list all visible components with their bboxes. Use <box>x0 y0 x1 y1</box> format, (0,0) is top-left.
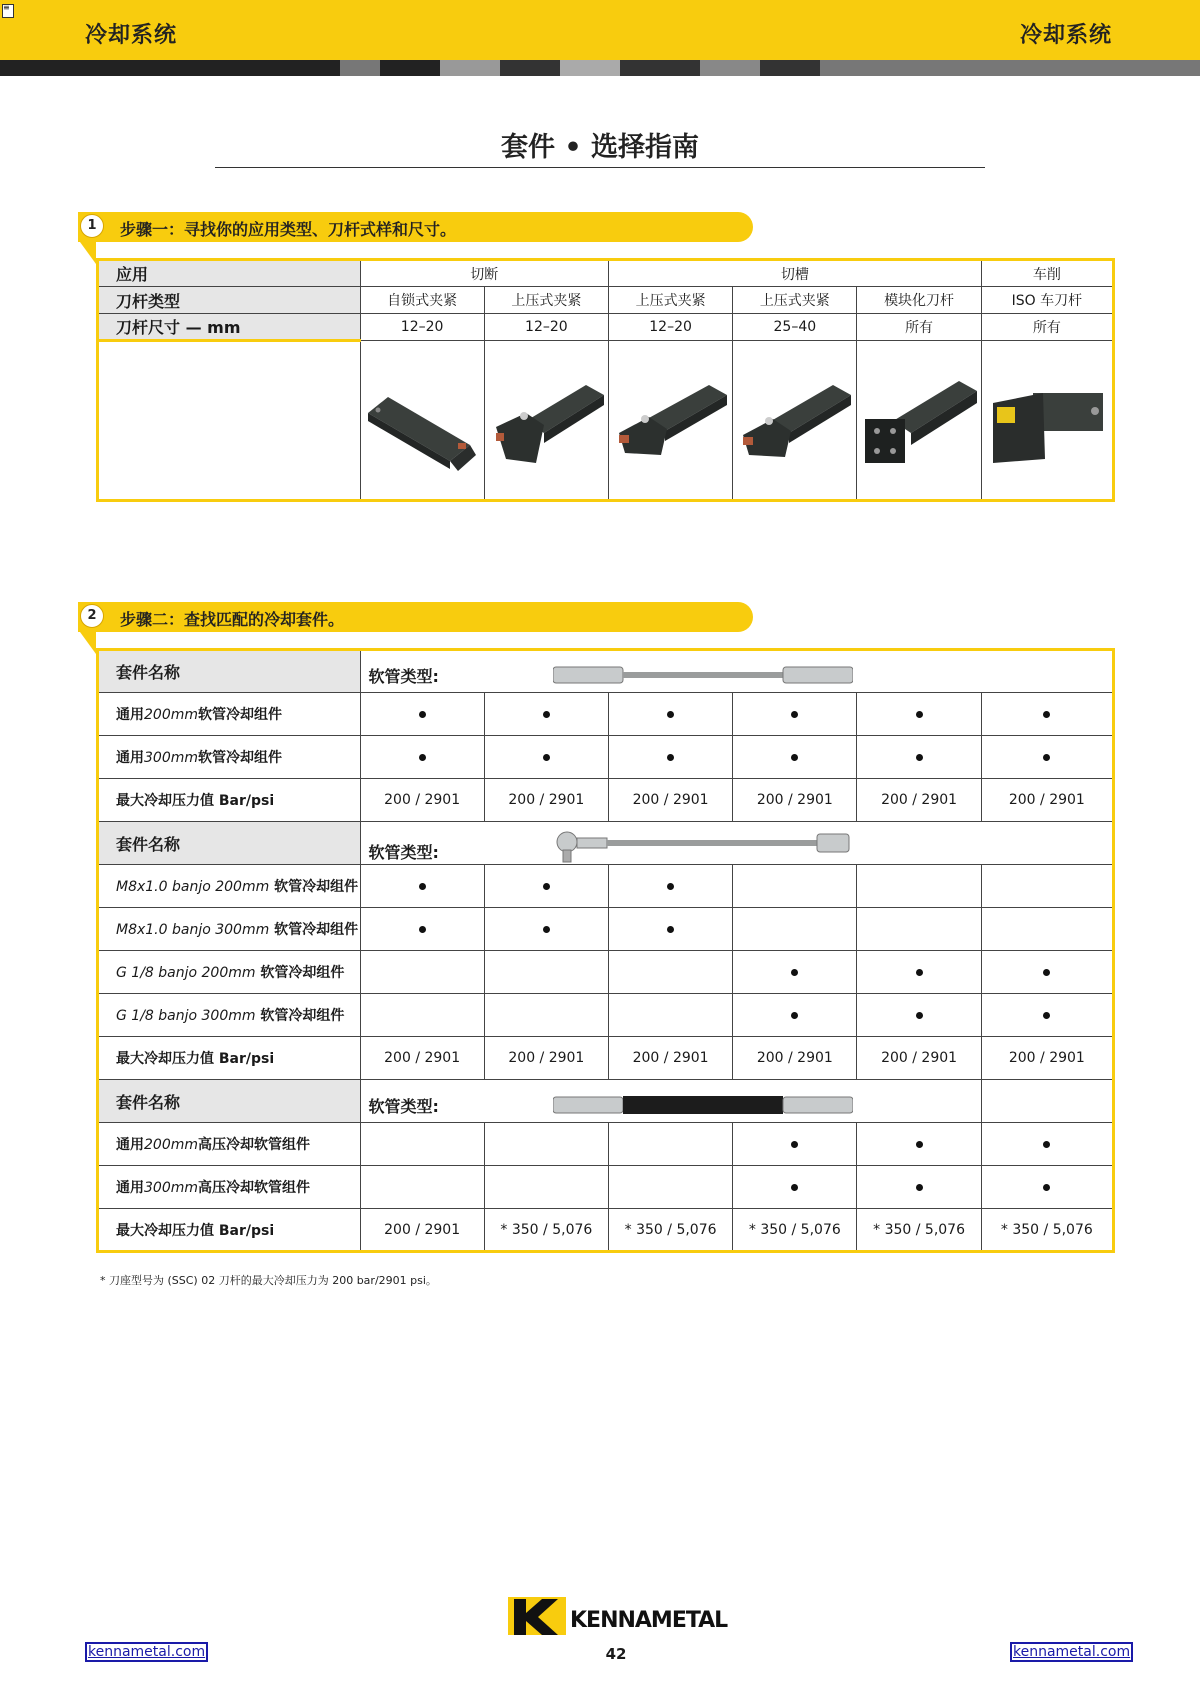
holder-image-top-clamp-2 <box>608 341 732 501</box>
website-link-right[interactable]: kennametal.com <box>1010 1642 1133 1662</box>
pressure-value: 200 / 2901 <box>857 1037 981 1080</box>
note-icon[interactable]: ≡ <box>2 4 14 18</box>
header-title-left: 冷却系统 <box>85 23 178 48</box>
compat-mark <box>608 908 732 951</box>
holder-size-cell: 12–20 <box>484 314 608 341</box>
hose-type-label: 软管类型: <box>368 667 439 686</box>
holder-size-cell: 25–40 <box>733 314 857 341</box>
compat-empty <box>608 1166 732 1209</box>
pressure-value: 200 / 2901 <box>484 1037 608 1080</box>
holder-type-cell: ISO 车刀杆 <box>981 287 1113 314</box>
hose-type-cell-end <box>981 650 1113 693</box>
compat-empty <box>981 908 1113 951</box>
pressure-label: 最大冷却压力值 Bar/psi <box>98 779 361 822</box>
title-divider <box>215 167 985 168</box>
header-band <box>0 0 1200 60</box>
compat-mark <box>608 736 732 779</box>
pressure-value: 200 / 2901 <box>608 779 732 822</box>
compat-empty <box>360 1166 484 1209</box>
kit-name-label: 套件名称 <box>98 650 361 693</box>
pressure-value: 200 / 2901 <box>981 1037 1113 1080</box>
compat-mark <box>608 865 732 908</box>
kit-row-label: M8x1.0 banjo 300mm 软管冷却组件 <box>98 908 361 951</box>
row-label-holder-type: 刀杆类型 <box>98 287 361 314</box>
footnote: * 刀座型号为 (SSC) 02 刀杆的最大冷却压力为 200 bar/2901 psi。 <box>100 1274 437 1287</box>
pressure-value: 200 / 2901 <box>733 779 857 822</box>
pressure-value: 200 / 2901 <box>360 1037 484 1080</box>
holder-size-cell: 所有 <box>857 314 981 341</box>
holder-selection-table <box>96 258 1115 502</box>
kit-row <box>98 736 1114 779</box>
compat-mark <box>733 951 857 994</box>
holder-image-self-lock <box>360 341 484 501</box>
kit-section2-header <box>98 822 1114 865</box>
kit-row-label: M8x1.0 banjo 200mm 软管冷却组件 <box>98 865 361 908</box>
page-title: 套件 • 选择指南 <box>500 132 700 163</box>
compat-mark <box>981 736 1113 779</box>
holder-type-cell: 模块化刀杆 <box>857 287 981 314</box>
compat-empty <box>360 951 484 994</box>
compat-empty <box>733 908 857 951</box>
pressure-value: 200 / 2901 <box>857 779 981 822</box>
compat-mark <box>484 908 608 951</box>
holder-image-top-clamp-1 <box>484 341 608 501</box>
pressure-value: * 350 / 5,076 <box>608 1209 732 1252</box>
kit-name-label: 套件名称 <box>98 1080 361 1123</box>
application-row <box>98 260 1114 287</box>
pressure-value: * 350 / 5,076 <box>981 1209 1113 1252</box>
compat-empty <box>608 951 732 994</box>
compat-empty <box>608 1123 732 1166</box>
compat-mark <box>981 994 1113 1037</box>
pressure-value: 200 / 2901 <box>608 1037 732 1080</box>
group-cutoff: 切断 <box>360 260 608 287</box>
pressure-row <box>98 1037 1114 1080</box>
compat-mark <box>360 693 484 736</box>
compat-mark <box>733 1123 857 1166</box>
hose-type-label: 软管类型: <box>368 842 439 862</box>
kit-row <box>98 865 1114 908</box>
pressure-label: 最大冷却压力值 Bar/psi <box>98 1209 361 1252</box>
kit-row <box>98 908 1114 951</box>
pressure-value: 200 / 2901 <box>484 779 608 822</box>
compat-empty <box>857 908 981 951</box>
image-row-spacer <box>98 341 361 501</box>
holder-type-row <box>98 287 1114 314</box>
compat-mark <box>360 865 484 908</box>
brand-wordmark: KENNAMETAL <box>570 1608 728 1633</box>
compat-empty <box>857 865 981 908</box>
step1-number-badge: 1 <box>80 214 104 238</box>
header-stripe <box>0 60 1200 76</box>
hose-type-cell <box>360 822 981 865</box>
holder-type-cell: 自锁式夹紧 <box>360 287 484 314</box>
pressure-value: 200 / 2901 <box>981 779 1113 822</box>
holder-size-row <box>98 314 1114 341</box>
compat-mark <box>608 693 732 736</box>
compat-mark <box>857 994 981 1037</box>
high-pressure-hose-image <box>553 1092 853 1118</box>
kit-row <box>98 951 1114 994</box>
compat-mark <box>733 693 857 736</box>
kit-row-label: 通用200mm软管冷却组件 <box>98 693 361 736</box>
pressure-value: 200 / 2901 <box>360 779 484 822</box>
braided-hose-image <box>553 662 853 688</box>
step2-banner <box>78 602 753 632</box>
holder-image-top-clamp-3 <box>733 341 857 501</box>
coolant-kit-table <box>96 648 1115 1253</box>
step1-banner-tab <box>80 242 96 264</box>
kit-section1-header <box>98 650 1114 693</box>
hose-type-cell-end <box>981 822 1113 865</box>
step1-title: 步骤一：寻找你的应用类型、刀杆式样和尺寸。 <box>120 220 457 239</box>
row-label-application: 应用 <box>98 260 361 287</box>
compat-mark <box>857 1123 981 1166</box>
kit-section3-header <box>98 1080 1114 1123</box>
group-grooving: 切槽 <box>608 260 981 287</box>
compat-mark <box>733 994 857 1037</box>
compat-empty <box>484 1166 608 1209</box>
header-title-right: 冷却系统 <box>1019 23 1112 48</box>
step2-title: 步骤二：查找匹配的冷却套件。 <box>120 610 345 629</box>
kit-row-label: 通用200mm高压冷却软管组件 <box>98 1123 361 1166</box>
hose-type-cell <box>360 650 981 693</box>
compat-mark <box>484 736 608 779</box>
compat-mark <box>484 865 608 908</box>
kit-row-label: 通用300mm软管冷却组件 <box>98 736 361 779</box>
holder-image-modular <box>857 341 981 501</box>
compat-mark <box>981 1123 1113 1166</box>
compat-empty <box>608 994 732 1037</box>
kit-row-label: 通用300mm高压冷却软管组件 <box>98 1166 361 1209</box>
compat-mark <box>857 693 981 736</box>
banjo-hose-image <box>553 830 853 864</box>
compat-mark <box>981 693 1113 736</box>
holder-size-cell: 所有 <box>981 314 1113 341</box>
website-link-left[interactable]: kennametal.com <box>85 1642 208 1662</box>
pressure-row <box>98 1209 1114 1252</box>
compat-mark <box>981 951 1113 994</box>
compat-empty <box>484 951 608 994</box>
holder-size-cell: 12–20 <box>608 314 732 341</box>
pressure-value: * 350 / 5,076 <box>857 1209 981 1252</box>
compat-mark <box>857 736 981 779</box>
kit-row <box>98 994 1114 1037</box>
hose-type-label: 软管类型: <box>368 1096 439 1116</box>
kit-row <box>98 1123 1114 1166</box>
compat-empty <box>733 865 857 908</box>
pressure-value: 200 / 2901 <box>733 1037 857 1080</box>
kit-row-label: G 1/8 banjo 300mm 软管冷却组件 <box>98 994 361 1037</box>
compat-mark <box>733 1166 857 1209</box>
compat-empty <box>484 994 608 1037</box>
holder-type-cell: 上压式夹紧 <box>733 287 857 314</box>
compat-mark <box>360 736 484 779</box>
pressure-value: 200 / 2901 <box>360 1209 484 1252</box>
compat-empty <box>360 1123 484 1166</box>
kit-name-label: 套件名称 <box>98 822 361 865</box>
pressure-label: 最大冷却压力值 Bar/psi <box>98 1037 361 1080</box>
holder-image-row <box>98 341 1114 501</box>
compat-empty <box>484 1123 608 1166</box>
holder-size-cell: 12–20 <box>360 314 484 341</box>
kit-row <box>98 1166 1114 1209</box>
compat-mark <box>981 1166 1113 1209</box>
compat-mark <box>484 693 608 736</box>
compat-empty <box>360 994 484 1037</box>
holder-image-iso-turning <box>981 341 1113 501</box>
compat-mark <box>360 908 484 951</box>
group-turning: 车削 <box>981 260 1113 287</box>
compat-mark <box>857 1166 981 1209</box>
kit-row-label: G 1/8 banjo 200mm 软管冷却组件 <box>98 951 361 994</box>
holder-type-cell: 上压式夹紧 <box>608 287 732 314</box>
pressure-value: * 350 / 5,076 <box>733 1209 857 1252</box>
compat-mark <box>857 951 981 994</box>
compat-empty <box>981 865 1113 908</box>
hose-type-cell-end <box>981 1080 1113 1123</box>
holder-type-cell: 上压式夹紧 <box>484 287 608 314</box>
row-label-holder-size: 刀杆尺寸 — mm <box>98 314 361 341</box>
pressure-row <box>98 779 1114 822</box>
pressure-value: * 350 / 5,076 <box>484 1209 608 1252</box>
page-number: 42 <box>605 1645 627 1663</box>
step2-banner-tab <box>80 632 96 654</box>
step2-number-badge: 2 <box>80 604 104 628</box>
kit-row <box>98 693 1114 736</box>
step1-banner <box>78 212 753 242</box>
compat-mark <box>733 736 857 779</box>
hose-type-cell <box>360 1080 981 1123</box>
